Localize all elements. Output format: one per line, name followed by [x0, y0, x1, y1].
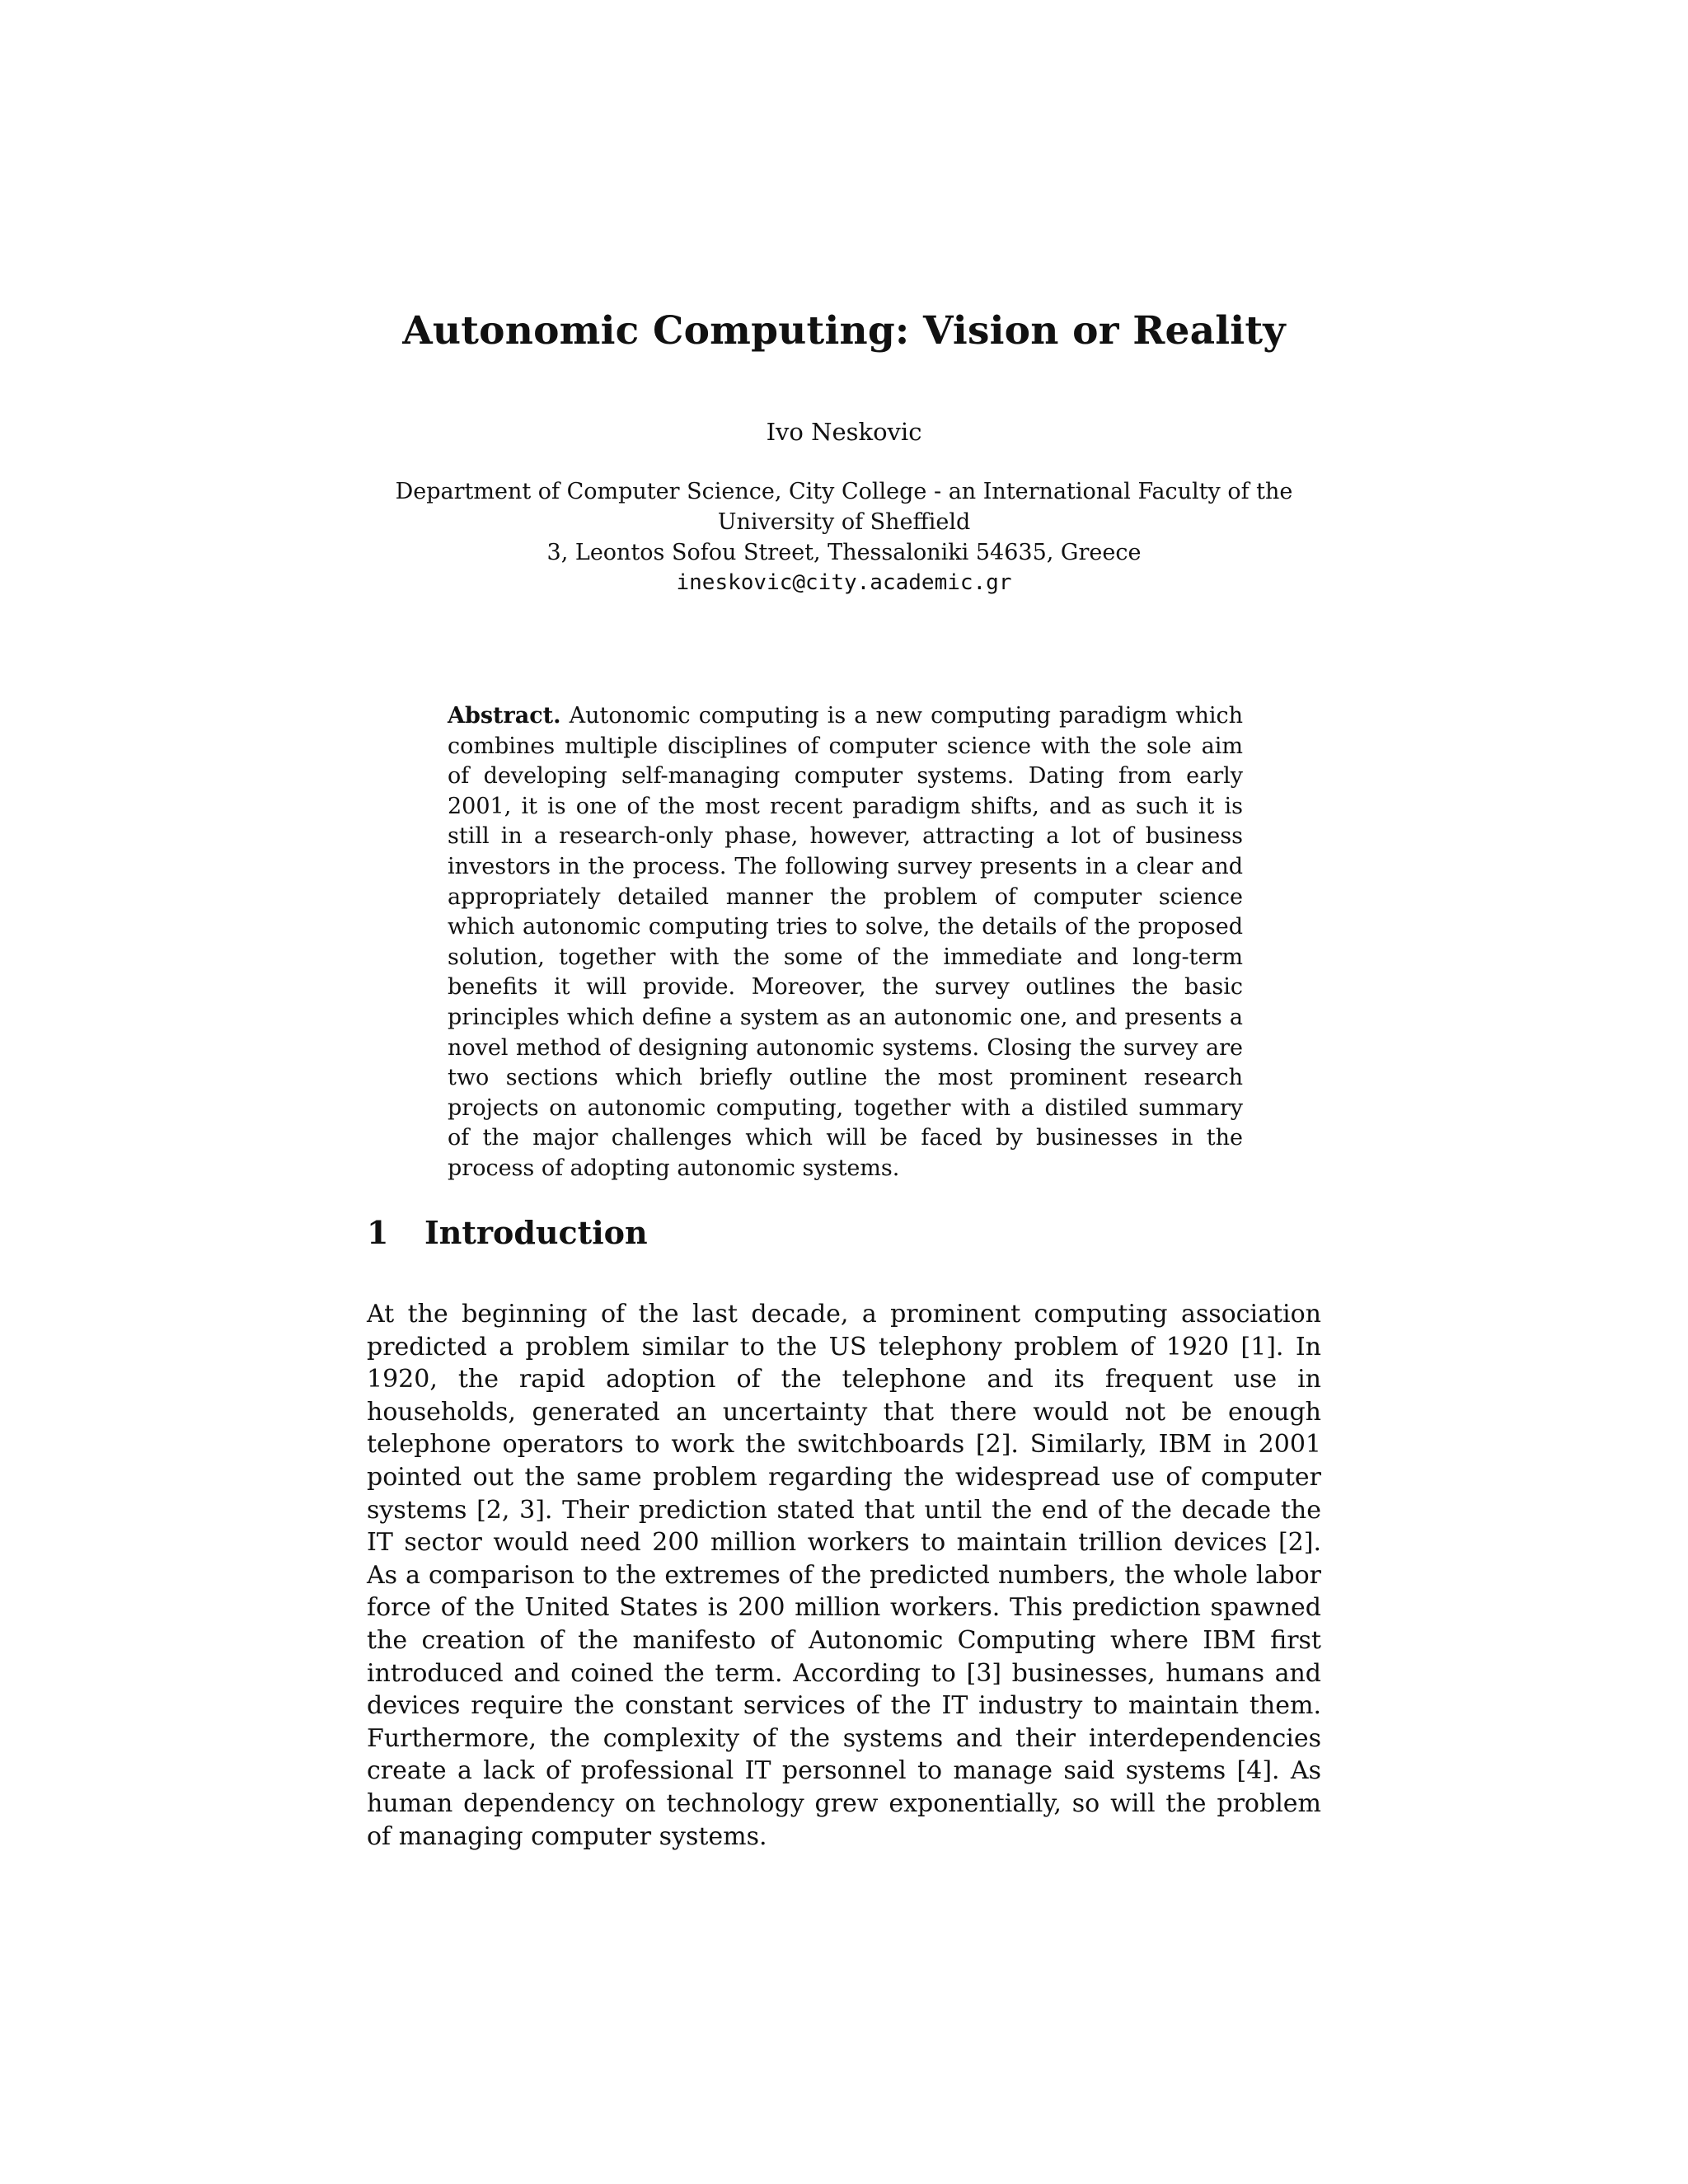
paper-title: Autonomic Computing: Vision or Reality	[402, 308, 1286, 354]
author-email: ineskovic@city.academic.gr	[676, 570, 1012, 595]
affiliation-line-3: 3, Leontos Sofou Street, Thessaloniki 54635, Greece	[546, 540, 1142, 565]
abstract-text: Autonomic computing is a new computing paradigm which combines multiple disciplines of computer science with the sole aim of developing self-managing computer systems. Dating from early 2001, it is one of the most recent paradigm shifts, and as such it is still in a research-only phase, however, attracting a lot of business investors in the process. The following survey presents in a clear and appropriately detailed manner the problem of computer science which autonomic computing tries to solve, the details of the proposed solution, together with the some of the immediate and long-term benefits it will provide. Moreover, the survey outlines the basic principles which define a system as an autonomic one, and presents a novel method of designing autonomic systems. Closing the survey are two sections which briefly outline the most prominent research projects on autonomic computing, together with a distiled summary of the major challenges which will be faced by businesses in the process of adopting autonomic systems.	[448, 703, 1243, 1181]
section-heading	[367, 1214, 648, 1252]
author-affiliation	[330, 476, 1358, 598]
affiliation-line-1: Department of Computer Science, City College - an International Faculty of the	[395, 479, 1293, 504]
section-title: Introduction	[424, 1214, 648, 1251]
section-number: 1	[367, 1214, 389, 1251]
abstract-label: Abstract.	[448, 703, 561, 729]
introduction-paragraph: At the beginning of the last decade, a prominent computing association predicted a problem similar to the US telephony problem of 1920 [1]. In 1920, the rapid adoption of the telephone and its frequent use in households, generated an uncertainty that there would not be enough telephone operators to work the switchboards [2]. Similarly, IBM in 2001 pointed out the same problem regarding the widespread use of computer systems [2, 3]. Their prediction stated that until the end of the decade the IT sector would need 200 million workers to maintain trillion devices [2]. As a comparison to the extremes of the predicted numbers, the whole labor force of the United States is 200 million workers. This prediction spawned the creation of the manifesto of Autonomic Computing where IBM first introduced and coined the term. According to [3] businesses, humans and devices require the constant services of the IT industry to maintain them. Furthermore, the complexity of the systems and their interdependencies create a lack of professional IT personnel to manage said systems [4]. As human dependency on technology grew exponentially, so will the problem of managing computer systems.	[367, 1300, 1321, 1851]
abstract	[448, 701, 1243, 1184]
author-name: Ivo Neskovic	[766, 418, 922, 446]
affiliation-line-2: University of Sheffield	[717, 509, 971, 535]
